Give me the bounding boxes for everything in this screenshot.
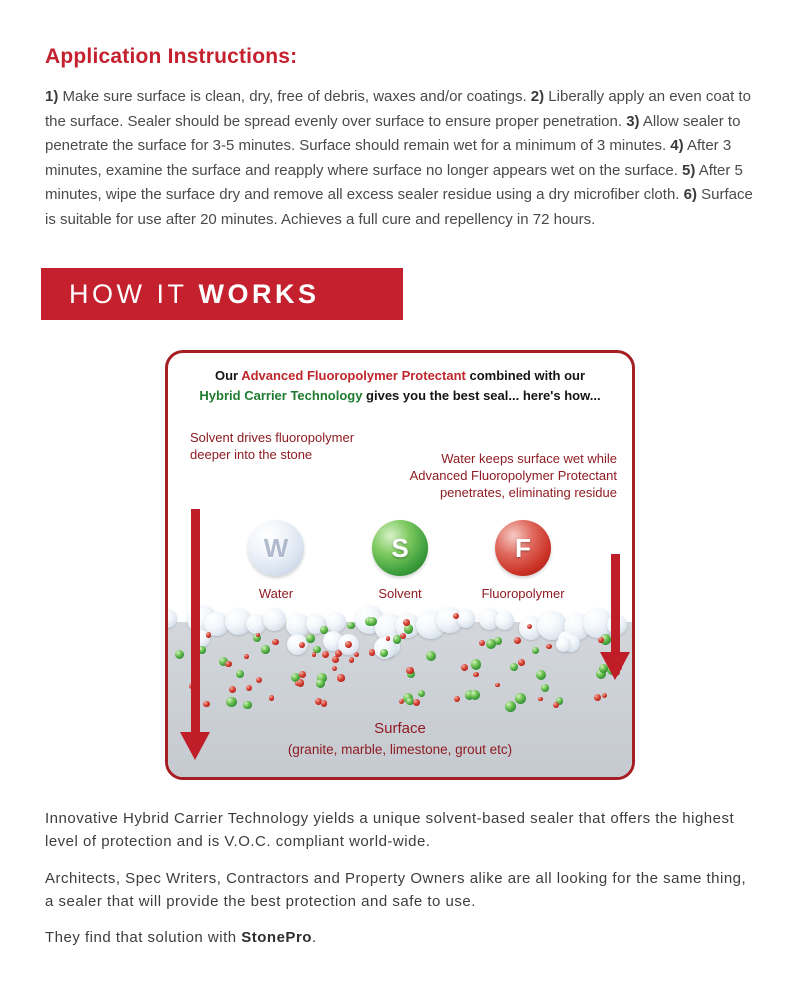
fluoropolymer-particle-icon [369,649,375,655]
fluoropolymer-particle-icon [337,674,344,681]
water-annotation-line-2: Advanced Fluoropolymer Protectant [409,468,617,483]
banner-text-bold: WORKS [198,278,320,309]
fluoropolymer-particle-icon [335,650,342,657]
solvent-particle-icon [471,659,482,670]
caption-post: gives you the best seal... here's how... [362,388,601,403]
solvent-annotation-line-2: deeper into the stone [190,447,313,462]
down-arrow-left-head [180,732,210,760]
how-it-works-banner [41,268,403,320]
diagram-caption [168,353,632,406]
footer-paragraph-3 [45,927,755,950]
caption-mid: combined with our [465,368,586,383]
fluoropolymer-particle-icon [299,671,306,678]
fluoropolymer-particle-icon [527,624,532,629]
fluoropolymer-particle-icon [399,699,404,704]
surface-bubble [495,611,514,630]
footer-p3-post: . [311,929,317,946]
fluoropolymer-sphere-letter: F [515,532,531,563]
fluoropolymer-particle-icon [413,699,420,706]
fluoropolymer-particle-icon [269,695,275,701]
fluoropolymer-particle-icon [454,696,461,703]
water-annotation-line-1: Water keeps surface wet while [441,451,617,466]
fluoropolymer-sphere-label: Fluoropolymer [481,586,565,601]
fluoropolymer-particle-icon [332,656,339,663]
caption-hybrid-carrier: Hybrid Carrier Technology [199,388,363,403]
step-text-2: Liberally apply an even coat to the surface. Sealer should be spread evenly over surface to ensure proper penetration. [45,88,751,130]
down-arrow-right-shaft [611,554,620,654]
solvent-particle-icon [426,651,436,661]
step-number-6: 6) [683,186,697,203]
fluoropolymer-particle-icon [479,640,485,646]
surface-bubble [326,612,346,632]
water-sphere-label: Water [258,586,294,601]
surface-title: Surface [374,720,426,737]
fluoropolymer-particle-icon [297,679,304,686]
solvent-particle-icon [236,670,244,678]
water-annotation [410,450,617,501]
surface-bubble [457,609,476,628]
solvent-particle-icon [470,690,480,700]
step-number-4: 4) [670,137,684,154]
banner-text-light: HOW IT [69,278,188,309]
solvent-particle-icon [486,639,496,649]
fluoropolymer-particle-icon [518,659,525,666]
solvent-particle-icon [541,684,549,692]
step-number-1: 1) [45,88,59,105]
fluoropolymer-particle-icon [400,633,406,639]
step-text-4: After 3 minutes, examine the surface and reapply where surface no longer appears wet on the surface. [45,137,732,179]
fluoropolymer-particle-icon [473,672,479,678]
solvent-particle-icon [505,701,516,712]
solvent-annotation-line-1: Solvent drives fluoropolymer [190,430,355,445]
fluoropolymer-particle-icon [244,654,249,659]
solvent-particle-icon [510,663,518,671]
how-it-works-diagram [165,350,635,780]
footer-brand-name: StonePro [241,929,312,946]
footer-paragraph-1: Innovative Hybrid Carrier Technology yields a unique solvent-based sealer that offers the highest level of protection and is V.O.C. compliant world-wide. [45,810,735,850]
solvent-particle-icon [532,647,539,654]
diagram-caption-line-1 [168,366,632,386]
solvent-particle-icon [243,701,252,710]
solvent-sphere-letter: S [391,532,409,563]
fluoropolymer-particle-icon [349,657,354,662]
fluoropolymer-sphere-icon [495,520,551,576]
solvent-particle-icon [347,622,354,629]
fluoropolymer-particle-icon [322,651,329,658]
water-sphere-icon [248,520,304,576]
fluoropolymer-particle-icon [602,693,607,698]
solvent-particle-icon [380,649,388,657]
fluoropolymer-particle-icon [538,697,543,702]
step-text-1: Make sure surface is clean, dry, free of debris, waxes and/or coatings. [58,88,531,105]
solvent-particle-icon [306,634,315,643]
fluoropolymer-particle-icon [495,683,500,688]
fluoropolymer-particle-icon [598,637,604,643]
surface-bubble [263,608,286,631]
step-number-2: 2) [530,88,545,105]
surface-bubble [556,637,571,652]
fluoropolymer-particle-icon [206,632,212,638]
fluoropolymer-particle-icon [406,667,413,674]
fluoropolymer-particle-icon [461,664,468,671]
fluoropolymer-particle-icon [272,639,278,645]
solvent-particle-icon [261,645,270,654]
fluoropolymer-particle-icon [332,666,337,671]
solvent-particle-icon [175,650,184,659]
caption-pre: Our [214,368,242,383]
water-annotation-line-3: penetrates, eliminating residue [439,485,617,500]
solvent-sphere-label: Solvent [378,586,422,601]
surface-subtitle: (granite, marble, limestone, grout etc) [287,742,513,757]
caption-protectant: Advanced Fluoropolymer Protectant [241,368,466,383]
solvent-sphere-icon [372,520,428,576]
step-text-3: Allow sealer to penetrate the surface for 3-5 minutes. Surface should remain wet for a minimum of 3 minutes. [45,112,741,154]
solvent-particle-icon [418,690,425,697]
application-instructions-text [45,85,755,232]
fluoropolymer-particle-icon [553,702,559,708]
footer-p3-pre: They find that solution with [45,929,242,946]
step-number-5: 5) [682,161,696,179]
diagram-caption-line-2 [168,386,632,406]
fluoropolymer-particle-icon [256,677,262,683]
footer-paragraph-2: Architects, Spec Writers, Contractors and Property Owners alike are all looking for the same thing, a sealer that will provide the best protection and safe to use. [45,870,747,910]
fluoropolymer-particle-icon [246,685,252,691]
surface-bubble [165,609,177,627]
surface-area [168,622,632,777]
fluoropolymer-particle-icon [514,637,521,644]
solvent-particle-icon [515,693,526,704]
down-arrow-left-shaft [191,509,200,734]
fluoropolymer-particle-icon [203,701,209,707]
page-title: Application Instructions: [45,45,298,68]
solvent-particle-icon [316,679,325,688]
fluoropolymer-particle-icon [321,700,327,706]
fluoropolymer-particle-icon [225,661,232,668]
fluoropolymer-particle-icon [594,694,601,701]
solvent-annotation [190,429,354,463]
solvent-particle-icon [226,697,236,707]
step-text-5: After 5 minutes, wipe the surface dry and remove all excess sealer residue using a dry microfiber cloth. [45,161,743,203]
step-text-6: Surface is suitable for use after 20 minutes. Achieves a full cure and repellency in 72 hours. [45,186,753,228]
fluoropolymer-particle-icon [229,686,236,693]
fluoropolymer-particle-icon [354,652,359,657]
fluoropolymer-particle-icon [546,644,551,649]
step-number-3: 3) [626,112,640,130]
water-sphere-letter: W [263,532,289,563]
solvent-particle-icon [536,670,546,680]
fluoropolymer-particle-icon [312,652,317,657]
down-arrow-right-head [600,652,630,680]
